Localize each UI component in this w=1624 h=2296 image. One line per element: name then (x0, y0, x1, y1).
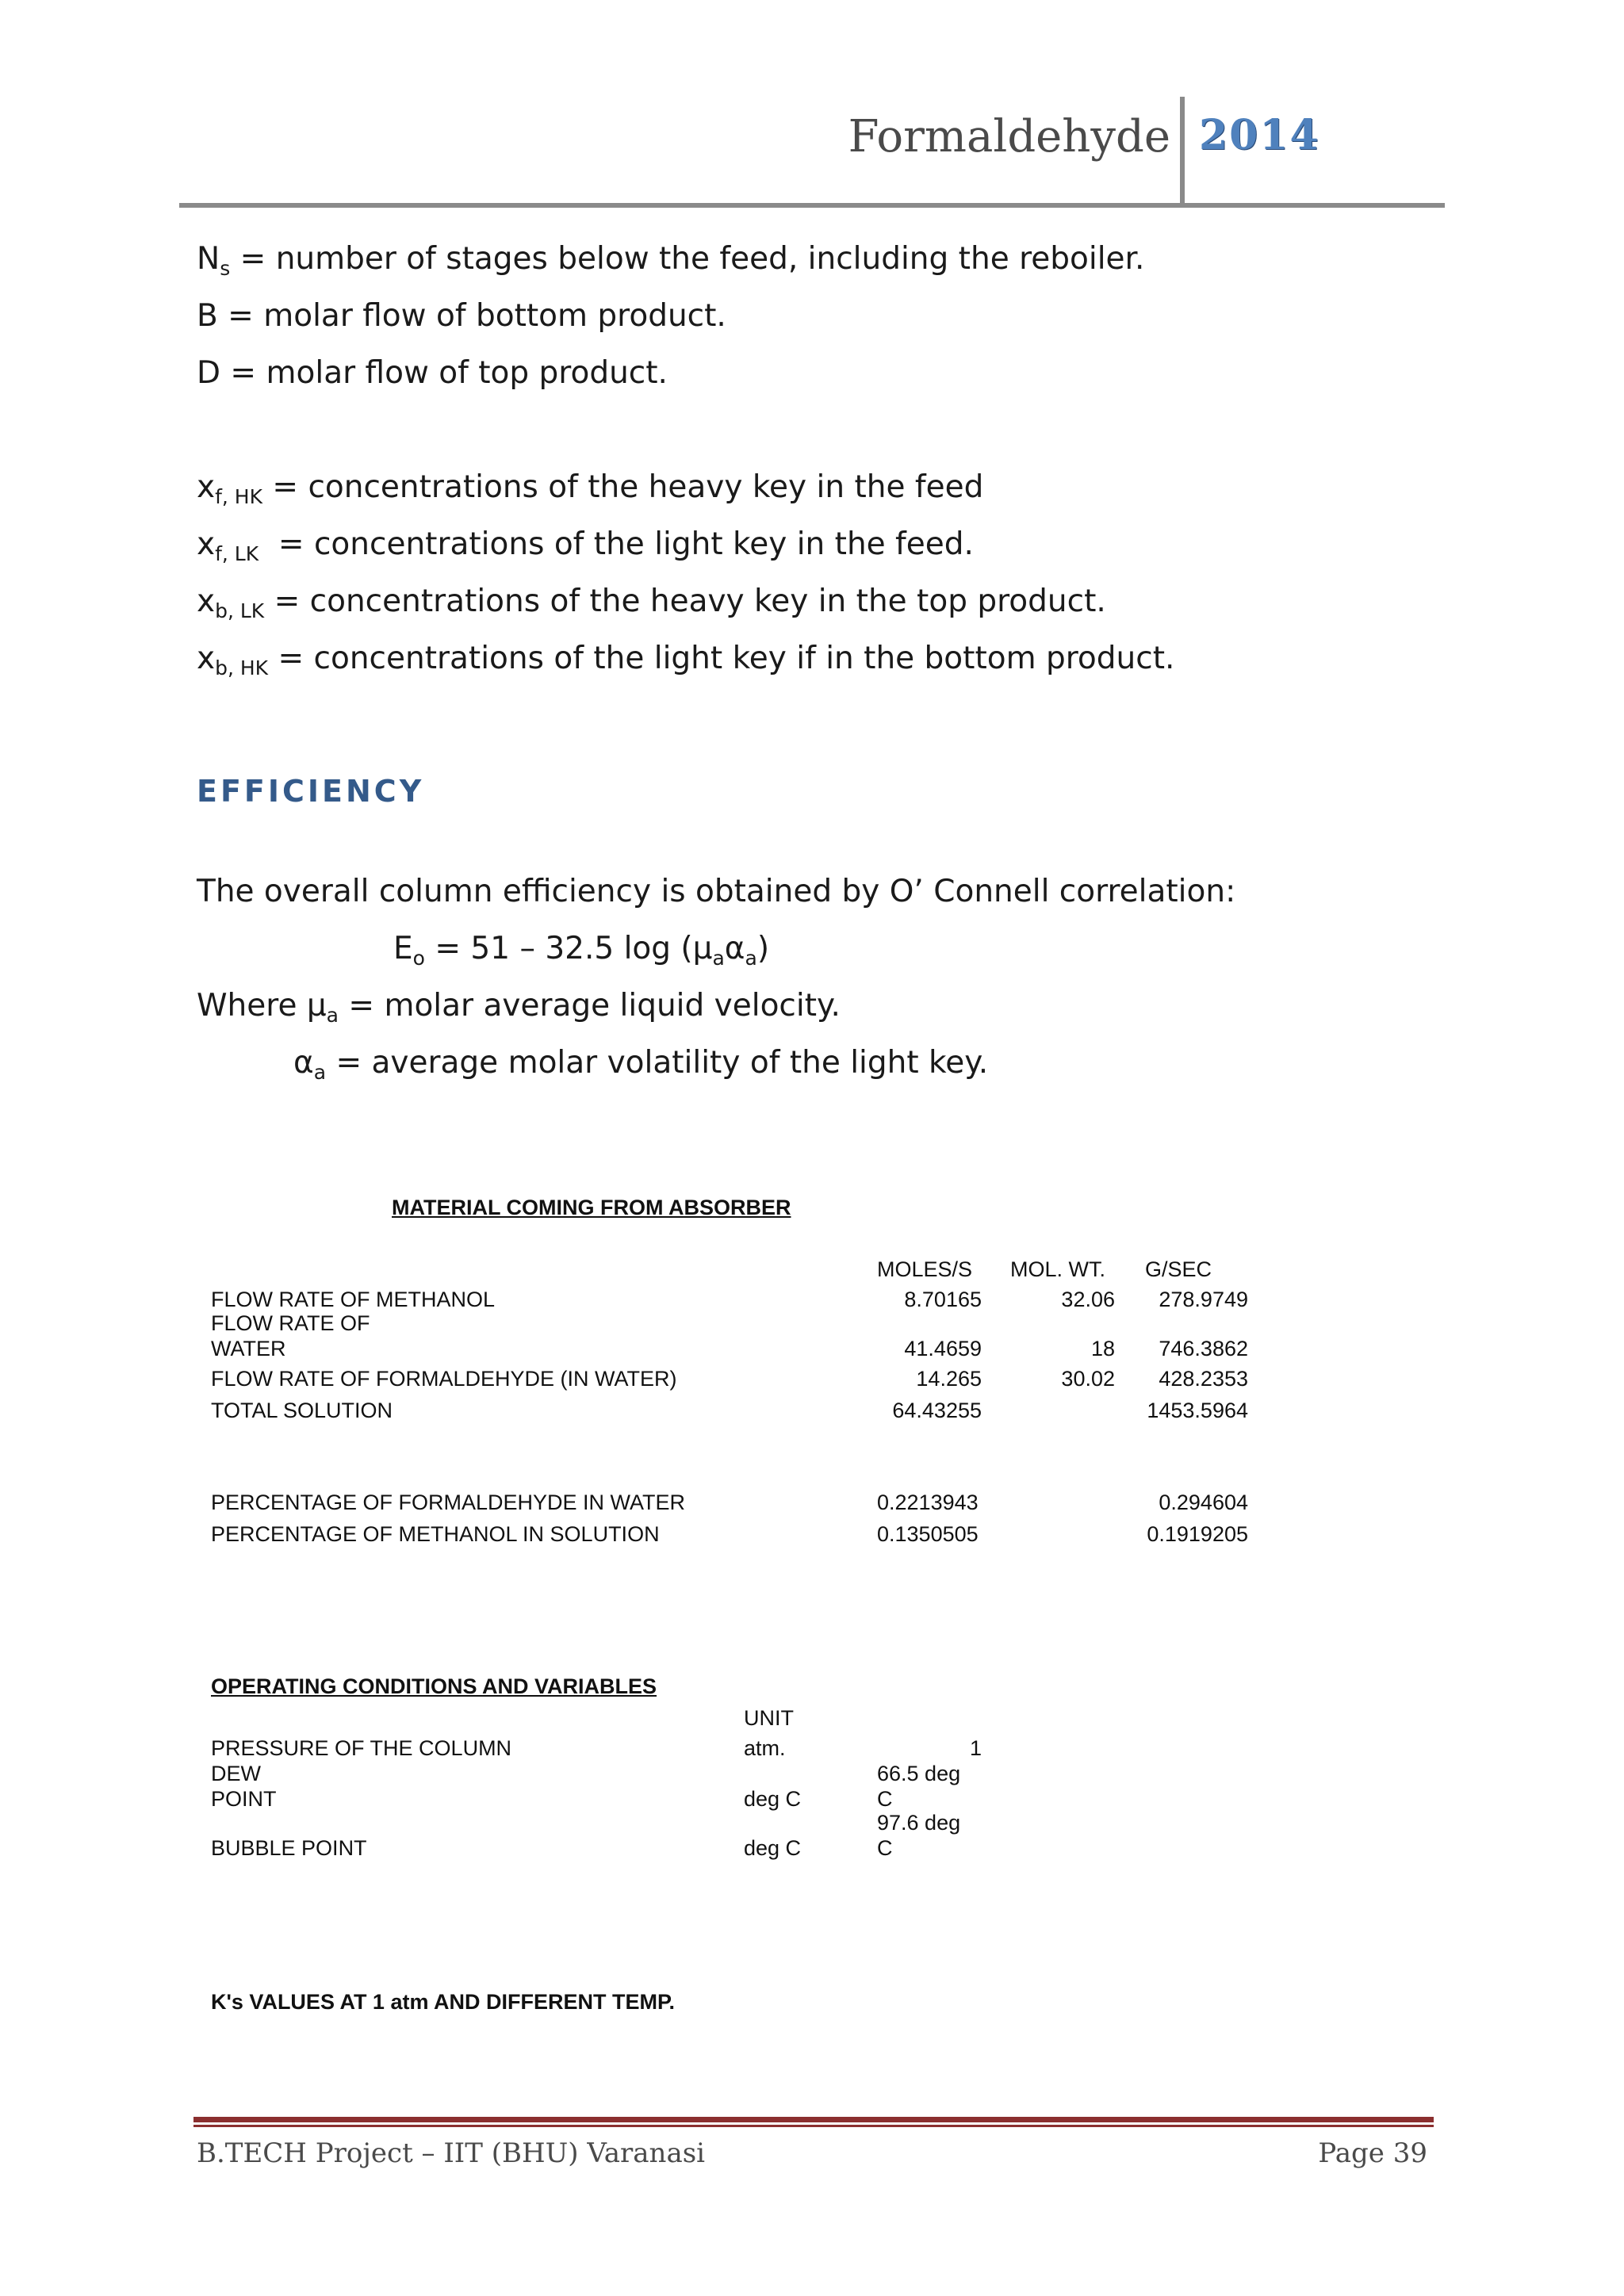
def-ns-text: = number of stages below the feed, including the reboiler. (230, 241, 1145, 277)
operating-dew-unit: deg C (744, 1787, 802, 1811)
def-xblk-sub: b, LK (215, 599, 265, 622)
operating-pressure-label: PRESSURE OF THE COLUMN (211, 1736, 512, 1760)
def-xfhk-sub: f, HK (215, 485, 262, 508)
formula-close: ) (756, 931, 770, 966)
formula-alpha: α (724, 931, 745, 966)
def-xfhk-symbol: x (197, 469, 216, 505)
def-xflk-sub: f, LK (215, 542, 259, 565)
material-row-moles: 8.70165 (904, 1288, 982, 1311)
def-xfhk-text: = concentrations of the heavy key in the feed (262, 469, 984, 505)
percent-row-label: PERCENTAGE OF FORMALDEHYDE IN WATER (211, 1490, 686, 1514)
def-xblk-text: = concentrations of the heavy key in the top product. (264, 584, 1106, 619)
def-xbhk-text: = concentrations of the light key if in the bottom product. (268, 641, 1175, 676)
percent-row-value2: 0.1919205 (1147, 1522, 1248, 1546)
material-row-label: TOTAL SOLUTION (211, 1399, 393, 1422)
where-mu-pre: Where μ (197, 988, 327, 1024)
percent-row-value1: 0.2213943 (877, 1490, 979, 1514)
operating-unit-header: UNIT (744, 1706, 794, 1730)
where-mu-sub: a (326, 1004, 339, 1027)
operating-bubble-value: 97.6 deg (877, 1811, 961, 1835)
definition-b: B = molar flow of bottom product. (197, 298, 726, 334)
operating-bubble-value-cont: C (877, 1836, 893, 1860)
footer-rule-thin (193, 2125, 1434, 2127)
k-values-title: K's VALUES AT 1 atm AND DIFFERENT TEMP. (211, 1990, 675, 2014)
efficiency-formula (393, 931, 769, 970)
footer-rule (193, 2117, 1434, 2122)
operating-bubble-unit: deg C (744, 1836, 802, 1860)
material-row-moles: 64.43255 (892, 1399, 982, 1422)
efficiency-heading: EFFICIENCY (197, 774, 425, 809)
operating-dew-value-cont: C (877, 1787, 893, 1811)
efficiency-intro: The overall column efficiency is obtained by O’ Connell correlation: (197, 874, 1236, 909)
operating-bubble-label: BUBBLE POINT (211, 1836, 367, 1860)
footer-project: B.TECH Project – IIT (BHU) Varanasi (197, 2137, 706, 2169)
material-row-label: FLOW RATE OF FORMALDEHYDE (IN WATER) (211, 1367, 677, 1391)
definition-xb-lk (197, 584, 1106, 622)
definition-d: D = molar flow of top product. (197, 355, 668, 391)
operating-pressure-value: 1 (969, 1736, 982, 1760)
definition-xb-hk (197, 641, 1174, 679)
operating-dew-label: DEW (211, 1762, 261, 1785)
percent-row-value1: 0.1350505 (877, 1522, 979, 1546)
header-rule (179, 203, 1445, 208)
def-xbhk-symbol: x (197, 641, 216, 676)
where-mu-post: = molar average liquid velocity. (338, 988, 841, 1024)
efficiency-where-alpha (293, 1045, 988, 1084)
material-row-label: FLOW RATE OF METHANOL (211, 1288, 496, 1311)
material-row-molwt: 32.06 (1061, 1288, 1115, 1311)
formula-lhs-sub: o (412, 947, 425, 970)
def-xflk-symbol: x (197, 526, 216, 562)
material-header-molwt: MOL. WT. (1010, 1257, 1105, 1281)
formula-alpha-sub: a (745, 947, 757, 970)
percent-row-label: PERCENTAGE OF METHANOL IN SOLUTION (211, 1522, 660, 1546)
operating-dew-label-cont: POINT (211, 1787, 277, 1811)
def-xbhk-sub: b, HK (215, 656, 269, 679)
where-alpha-sub: a (313, 1061, 327, 1084)
header-separator (1180, 97, 1185, 205)
def-ns-symbol: N (197, 241, 220, 277)
material-row-moles: 41.4659 (904, 1337, 982, 1360)
material-row-moles: 14.265 (916, 1367, 982, 1391)
material-header-moles: MOLES/S (877, 1257, 973, 1281)
def-xflk-text: = concentrations of the light key in the feed. (259, 526, 974, 562)
where-alpha-post: = average molar volatility of the light key. (326, 1045, 989, 1081)
footer-page-number: Page 39 (1318, 2137, 1427, 2169)
operating-pressure-unit: atm. (744, 1736, 786, 1760)
formula-mu-sub: a (712, 947, 725, 970)
material-row-molwt: 30.02 (1061, 1367, 1115, 1391)
material-row-gsec: 1453.5964 (1147, 1399, 1248, 1422)
efficiency-where-mu (197, 988, 841, 1027)
where-alpha-pre: α (293, 1045, 314, 1081)
formula-rhs: = 51 – 32.5 log (μ (424, 931, 713, 966)
material-row-gsec: 746.3862 (1159, 1337, 1248, 1360)
operating-title: OPERATING CONDITIONS AND VARIABLES (211, 1674, 657, 1698)
definition-ns (197, 241, 1144, 280)
material-row-molwt: 18 (1090, 1337, 1115, 1360)
definition-xf-hk (197, 469, 983, 508)
material-row-label-cont: WATER (211, 1337, 286, 1360)
def-ns-sub: s (220, 257, 231, 280)
header-year: 2014 (1199, 111, 1320, 159)
def-xblk-symbol: x (197, 584, 216, 619)
header-title: Formaldehyde (848, 111, 1170, 163)
percent-row-value2: 0.294604 (1159, 1490, 1248, 1514)
material-row-label: FLOW RATE OF (211, 1311, 370, 1335)
material-header-gsec: G/SEC (1145, 1257, 1212, 1281)
formula-lhs: E (393, 931, 413, 966)
material-row-gsec: 428.2353 (1159, 1367, 1248, 1391)
operating-dew-value: 66.5 deg (877, 1762, 961, 1785)
material-table-title: MATERIAL COMING FROM ABSORBER (392, 1196, 791, 1219)
definition-xf-lk (197, 526, 974, 565)
material-row-gsec: 278.9749 (1159, 1288, 1248, 1311)
